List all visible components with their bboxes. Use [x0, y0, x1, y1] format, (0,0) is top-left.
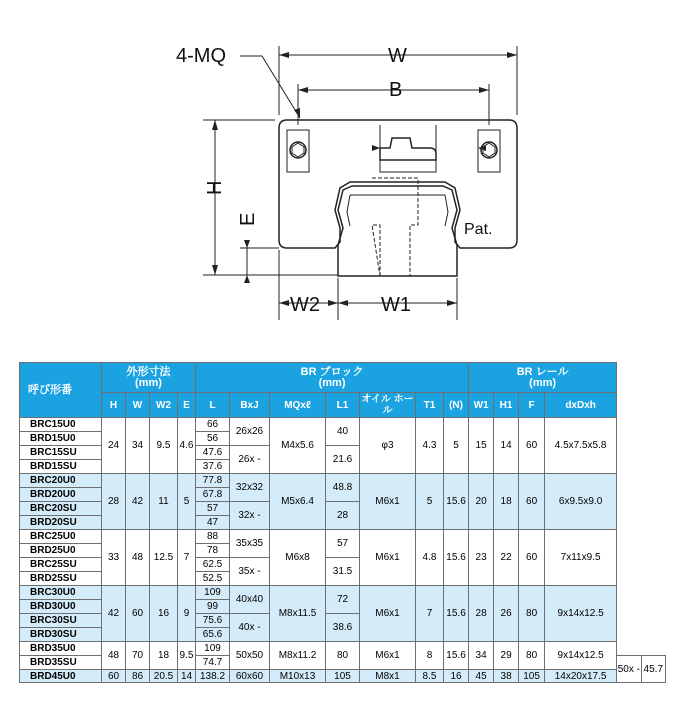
- col-h: H: [102, 393, 126, 418]
- table-row: [20, 642, 666, 656]
- cell-e: 9.5: [178, 642, 196, 670]
- label-w1: W1: [381, 294, 411, 316]
- cell-h: 24: [102, 418, 126, 474]
- technical-drawing: [0, 0, 688, 360]
- cell-e: 5: [178, 474, 196, 530]
- cell-l: 52.5: [196, 572, 230, 586]
- model-cell: BRC15U0: [20, 418, 102, 432]
- col-oil-hole: オイル ホール: [361, 394, 414, 416]
- cell-w2: 11: [150, 474, 178, 530]
- cell-oil: M8x1: [360, 670, 416, 683]
- cell-f: 80: [519, 642, 545, 670]
- cell-n: 5: [444, 418, 469, 474]
- cell-l: 62.5: [196, 558, 230, 572]
- cell-bxj: 32x32: [230, 474, 270, 502]
- col-mq: MQxℓ: [270, 393, 326, 418]
- grease-nipple: [380, 138, 436, 160]
- cell-l: 77.8: [196, 474, 230, 488]
- cell-mq: M6x8: [270, 530, 326, 586]
- cell-w1: 45: [469, 670, 494, 683]
- model-cell: BRD25U0: [20, 544, 102, 558]
- label-4mq: 4-MQ: [176, 45, 226, 67]
- cell-mq: M5x6.4: [270, 474, 326, 530]
- cell-bxj: 26x26: [230, 418, 270, 446]
- cell-ddh: 9x14x12.5: [545, 586, 617, 642]
- cell-w: 48: [126, 530, 150, 586]
- cell-bxj: 60x60: [230, 670, 270, 683]
- rail-bolt-hole: [372, 178, 418, 276]
- table-row: [20, 586, 666, 600]
- cell-oil: φ3: [360, 418, 416, 474]
- cell-h: 42: [102, 586, 126, 642]
- table-row: [20, 418, 666, 432]
- cell-bxj: 40x -: [230, 614, 270, 642]
- cell-l1: 40: [326, 418, 360, 446]
- cell-f: 60: [519, 530, 545, 586]
- cell-l: 88: [196, 530, 230, 544]
- spec-table: [19, 362, 666, 683]
- col-rail-w1: W1: [469, 393, 494, 418]
- cell-l: 109: [196, 642, 230, 656]
- cell-l: 99: [196, 600, 230, 614]
- cell-mq: M8x11.2: [270, 642, 326, 670]
- col-rail-f: F: [519, 393, 545, 418]
- model-cell: BRD45U0: [20, 670, 102, 683]
- cell-mq: M10x13: [270, 670, 326, 683]
- cell-l1: 80: [326, 642, 360, 670]
- cell-bxj: 35x35: [230, 530, 270, 558]
- header-model: 呼び形番: [20, 363, 102, 418]
- cell-l: 56: [196, 432, 230, 446]
- cell-w: 86: [126, 670, 150, 683]
- model-cell: BRC30U0: [20, 586, 102, 600]
- cell-w: 60: [126, 586, 150, 642]
- cell-l: 75.6: [196, 614, 230, 628]
- cell-w1: 15: [469, 418, 494, 474]
- cell-e: 14: [178, 670, 196, 683]
- table-row: [20, 530, 666, 544]
- cell-h: 60: [102, 670, 126, 683]
- cell-h1: 29: [494, 642, 519, 670]
- cell-l1: 45.7: [641, 656, 665, 683]
- cell-ddh: 7x11x9.5: [545, 530, 617, 586]
- model-cell: BRD20SU: [20, 516, 102, 530]
- cell-n: 15.6: [444, 642, 469, 670]
- col-l1: L1: [326, 393, 360, 418]
- cell-t1: 7: [416, 586, 444, 642]
- cell-bxj: 35x -: [230, 558, 270, 586]
- rail-outline: [338, 186, 457, 276]
- cell-ddh: 14x20x17.5: [545, 670, 617, 683]
- cell-bxj: 40x40: [230, 586, 270, 614]
- label-h: H: [204, 180, 226, 195]
- cell-w1: 34: [469, 642, 494, 670]
- cell-l1: 21.6: [326, 446, 360, 474]
- model-cell: BRC20U0: [20, 474, 102, 488]
- model-cell: BRD20U0: [20, 488, 102, 502]
- model-cell: BRD15U0: [20, 432, 102, 446]
- cell-h1: 38: [494, 670, 519, 683]
- cell-oil: M6x1: [360, 530, 416, 586]
- header-rail: BR レール (mm): [469, 363, 617, 393]
- col-t1: T1: [416, 393, 444, 418]
- col-n: (N): [444, 393, 469, 418]
- cell-ddh: 9x14x12.5: [545, 642, 617, 670]
- cell-l1: 28: [326, 502, 360, 530]
- cell-oil: M6x1: [360, 642, 416, 670]
- label-w: W: [388, 45, 407, 67]
- cell-oil: M6x1: [360, 474, 416, 530]
- model-cell: BRD35U0: [20, 642, 102, 656]
- label-pat: Pat.: [464, 221, 493, 238]
- cell-l: 65.6: [196, 628, 230, 642]
- cell-e: 9: [178, 586, 196, 642]
- col-e: E: [178, 393, 196, 418]
- label-e: E: [237, 212, 259, 226]
- cell-l: 74.7: [196, 656, 230, 670]
- cell-h: 28: [102, 474, 126, 530]
- cell-t1: 4.3: [416, 418, 444, 474]
- cell-bxj: 32x -: [230, 502, 270, 530]
- cell-t1: 8.5: [416, 670, 444, 683]
- cell-f: 80: [519, 586, 545, 642]
- cell-oil: M6x1: [360, 586, 416, 642]
- cell-l1: 48.8: [326, 474, 360, 502]
- model-cell: BRD25SU: [20, 572, 102, 586]
- label-w2: W2: [290, 294, 320, 316]
- model-cell: BRC25U0: [20, 530, 102, 544]
- cell-bxj: 26x -: [230, 446, 270, 474]
- col-rail-dDh: dxDxh: [545, 393, 617, 418]
- model-cell: BRD35SU: [20, 656, 102, 670]
- cell-t1: 5: [416, 474, 444, 530]
- cell-l: 37.6: [196, 460, 230, 474]
- cell-n: 16: [444, 670, 469, 683]
- cell-w2: 18: [150, 642, 178, 670]
- cell-l: 78: [196, 544, 230, 558]
- cell-l1: 105: [326, 670, 360, 683]
- cell-l1: 72: [326, 586, 360, 614]
- model-cell: BRC30SU: [20, 614, 102, 628]
- cell-n: 15.6: [444, 474, 469, 530]
- label-b: B: [389, 79, 403, 101]
- cell-f: 60: [519, 418, 545, 474]
- cell-w2: 16: [150, 586, 178, 642]
- col-w2: W2: [150, 393, 178, 418]
- cell-w2: 20.5: [150, 670, 178, 683]
- table-row: [20, 474, 666, 488]
- cell-bxj: 50x -: [617, 656, 641, 683]
- cell-l1: 31.5: [326, 558, 360, 586]
- cell-w2: 9.5: [150, 418, 178, 474]
- cell-e: 4.6: [178, 418, 196, 474]
- cell-ddh: 6x9.5x9.0: [545, 474, 617, 530]
- col-w: W: [126, 393, 150, 418]
- col-rail-h1: H1: [494, 393, 519, 418]
- col-bxj: BxJ: [230, 393, 270, 418]
- header-block: BR ブロック (mm): [196, 363, 469, 393]
- cell-h: 48: [102, 642, 126, 670]
- table-row: [20, 670, 666, 683]
- model-cell: BRC20SU: [20, 502, 102, 516]
- model-cell: BRD30U0: [20, 600, 102, 614]
- cell-l: 47.6: [196, 446, 230, 460]
- cell-f: 105: [519, 670, 545, 683]
- cell-l: 67.8: [196, 488, 230, 502]
- cell-l1: 57: [326, 530, 360, 558]
- cell-l: 138.2: [196, 670, 230, 683]
- cell-h1: 22: [494, 530, 519, 586]
- cell-mq: M4x5.6: [270, 418, 326, 474]
- cell-w1: 20: [469, 474, 494, 530]
- cell-bxj: 50x50: [230, 642, 270, 670]
- model-cell: BRC25SU: [20, 558, 102, 572]
- cell-f: 60: [519, 474, 545, 530]
- cell-t1: 4.8: [416, 530, 444, 586]
- cell-w: 42: [126, 474, 150, 530]
- cell-l1: 38.6: [326, 614, 360, 642]
- cell-h: 33: [102, 530, 126, 586]
- cell-e: 7: [178, 530, 196, 586]
- cell-w1: 28: [469, 586, 494, 642]
- cell-n: 15.6: [444, 586, 469, 642]
- cell-l: 66: [196, 418, 230, 432]
- cell-h1: 26: [494, 586, 519, 642]
- model-cell: BRD30SU: [20, 628, 102, 642]
- cell-h1: 18: [494, 474, 519, 530]
- cell-l: 47: [196, 516, 230, 530]
- model-cell: BRD15SU: [20, 460, 102, 474]
- col-l: L: [196, 393, 230, 418]
- cell-h1: 14: [494, 418, 519, 474]
- model-cell: BRC15SU: [20, 446, 102, 460]
- header-outer: 外形寸法 (mm): [102, 363, 196, 393]
- cell-w1: 23: [469, 530, 494, 586]
- cell-l: 109: [196, 586, 230, 600]
- cell-w: 70: [126, 642, 150, 670]
- cell-n: 15.6: [444, 530, 469, 586]
- cell-l: 57: [196, 502, 230, 516]
- cell-w: 34: [126, 418, 150, 474]
- cell-t1: 8: [416, 642, 444, 670]
- cell-ddh: 4.5x7.5x5.8: [545, 418, 617, 474]
- cell-w2: 12.5: [150, 530, 178, 586]
- cell-mq: M8x11.5: [270, 586, 326, 642]
